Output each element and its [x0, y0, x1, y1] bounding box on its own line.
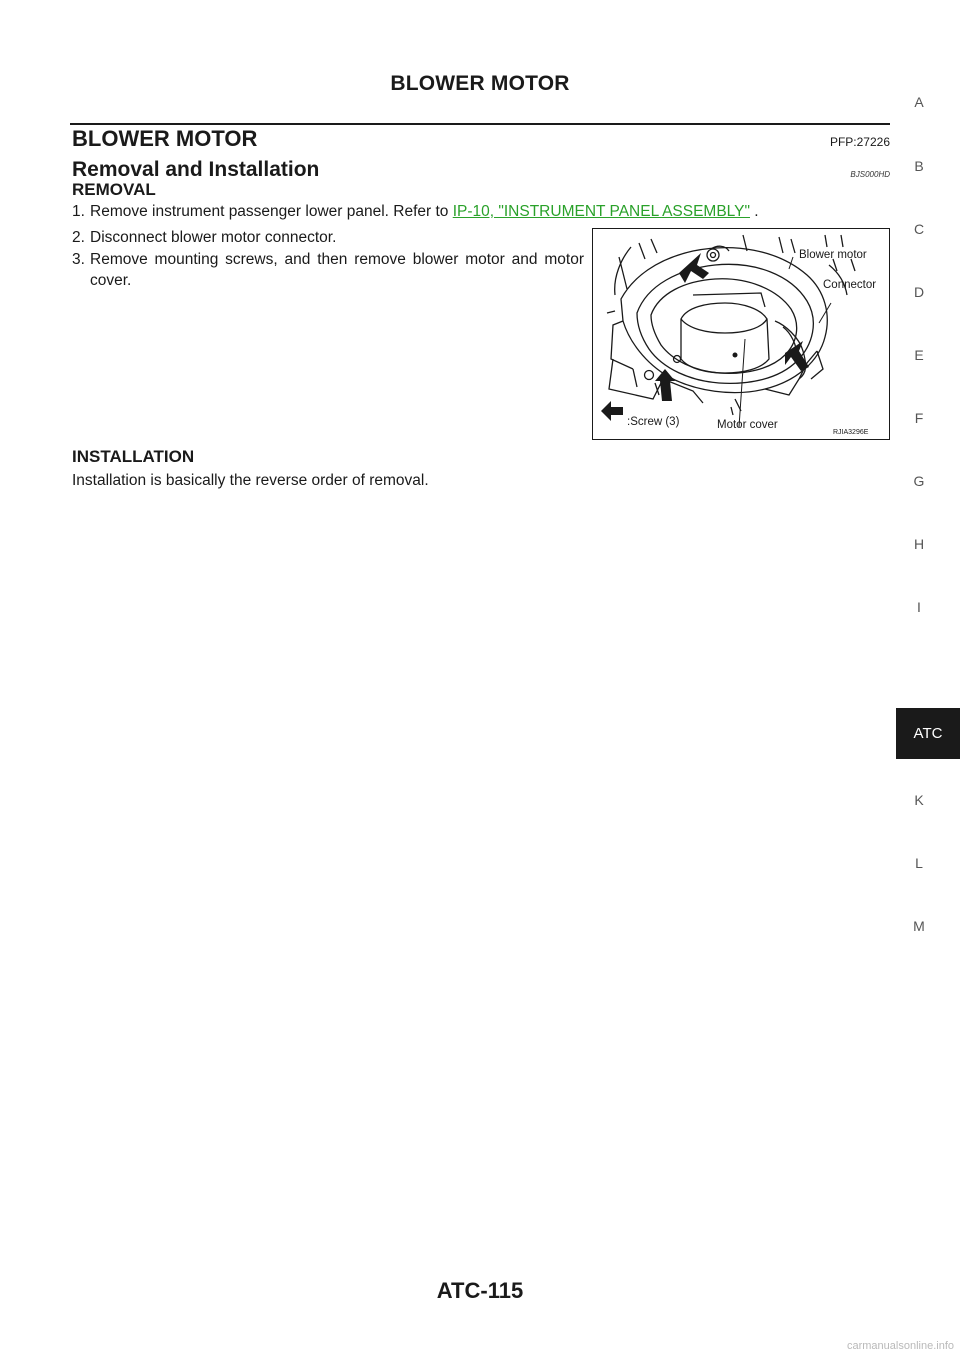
header-rule [70, 123, 890, 125]
section-index-g[interactable]: G [913, 473, 925, 489]
step-text: Remove mounting screws, and then remove blower motor and motor cover. [90, 251, 584, 289]
section-index-b[interactable]: B [914, 158, 924, 174]
removal-heading: REMOVAL [72, 180, 156, 199]
removal-step-1 [72, 201, 892, 223]
ip-10-reference-link[interactable]: IP-10, "INSTRUMENT PANEL ASSEMBLY" [452, 203, 750, 220]
step-text: Remove instrument passenger lower panel. Refer to [90, 203, 453, 220]
section-index-i[interactable]: I [917, 599, 921, 615]
section-index-m[interactable]: M [913, 918, 925, 934]
blower-motor-figure [592, 228, 890, 440]
connector-label: Connector [823, 279, 877, 291]
section-index-k[interactable]: K [914, 792, 924, 808]
section-index-d[interactable]: D [913, 284, 925, 300]
installation-heading: INSTALLATION [72, 447, 195, 466]
step-text-end: . [749, 203, 759, 220]
subsection-code: BJS000HD [850, 170, 890, 179]
step-text: Disconnect blower motor connector. [90, 229, 337, 246]
section-index-a[interactable]: A [914, 94, 924, 110]
section-index-l[interactable]: L [915, 855, 923, 871]
step-number: 3. [72, 251, 85, 268]
section-index-h[interactable]: H [913, 536, 925, 552]
section-index-atc-active-tab[interactable]: ATC [896, 708, 960, 759]
page-number: ATC-115 [436, 1278, 524, 1303]
section-index-f[interactable]: F [914, 410, 924, 426]
blower-motor-label: Blower motor [799, 249, 867, 261]
motor-cover-label: Motor cover [717, 419, 778, 431]
subsection-title: Removal and Installation [72, 158, 320, 181]
section-index-e[interactable]: E [914, 347, 924, 363]
screw-label: :Screw (3) [627, 416, 680, 428]
section-code: PFP:27226 [829, 135, 890, 149]
watermark: carmanualsonline.info [846, 1340, 954, 1352]
installation-text: Installation is basically the reverse order of removal. [72, 472, 429, 489]
running-header: BLOWER MOTOR [390, 72, 570, 95]
removal-step-2 [72, 227, 572, 249]
section-title: BLOWER MOTOR [72, 126, 258, 151]
removal-step-3 [72, 249, 584, 293]
section-index-c[interactable]: C [913, 221, 925, 237]
step-number: 1. [72, 203, 85, 220]
step-number: 2. [72, 229, 85, 246]
figure-code: RJIA3296E [833, 429, 869, 436]
